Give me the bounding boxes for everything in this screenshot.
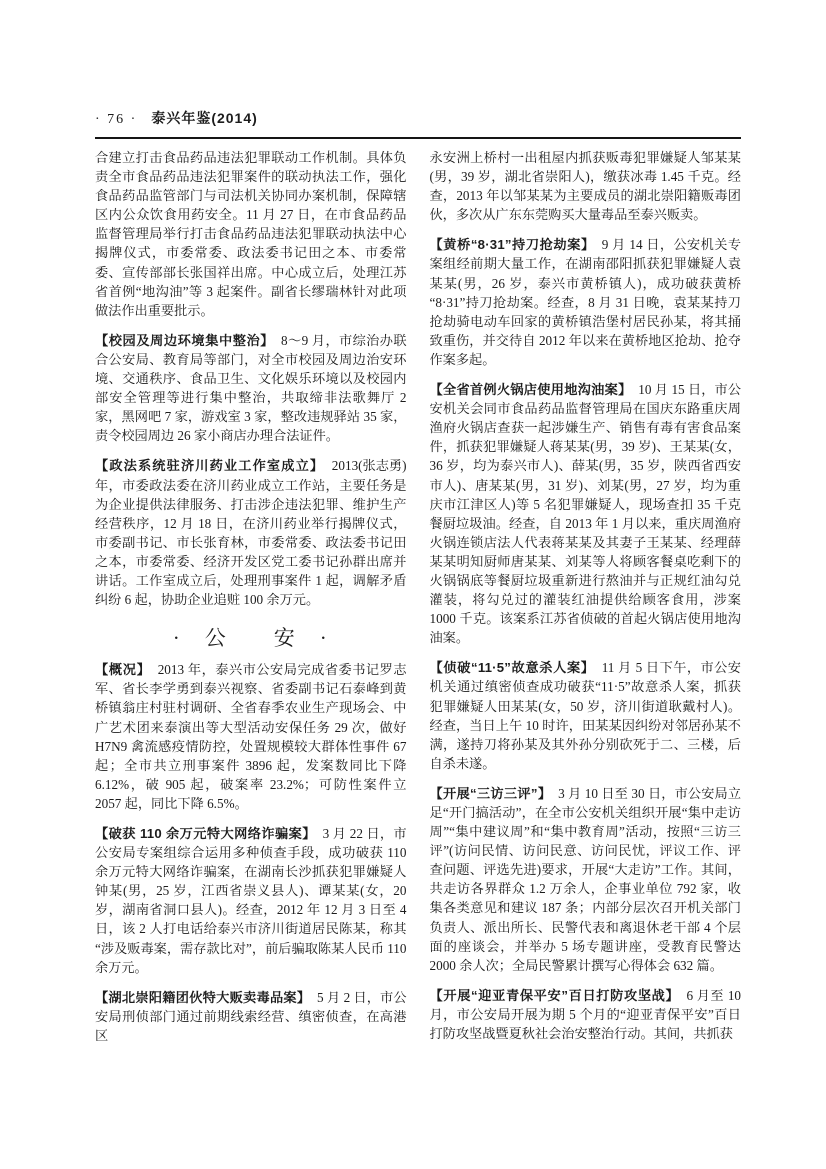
book-title: 泰兴年鉴(2014) [151,110,258,126]
running-head [95,108,741,139]
entry-paragraph [430,380,742,647]
entry-title: 【黄桥“8·31”持刀抢劫案】 [429,237,589,253]
left-column [95,148,407,1045]
entry-title: 【破获 110 余万元特大网络诈骗案】 [95,826,310,841]
entry-author: (张志勇) [358,458,407,474]
entry-title: 【湖北崇阳籍团伙特大贩卖毒品案】 [95,989,304,1005]
entry-text: 9 月 14 日，公安机关专案组经前期大量工作，在湖南邵阳抓获犯罪嫌疑人袁某某(男，26 岁，泰兴市黄桥镇人)，成功破获黄桥“8·31”持刀抢劫案。经查，8 月 31 日晚，袁某某持刀抢劫骑电动车回家的黄桥镇浩堡村居民孙某，将其捅致重伤，并交待自 2012 年以来在黄桥地区抢劫、抢夺作案多起。 [429,237,742,367]
entry-text: 10 月 15 日，市公安机关会同市食品药品监督管理局在国庆东路重庆周渔府火锅店查获一起涉嫌生产、销售有毒有害食品案件，抓获犯罪嫌疑人蒋某某(男，39 岁)、王某某(女，36 岁，均为泰兴市人)、薛某(男，35 岁，陕西省西安市人)、唐某某(男，31 岁)、刘某(男，27 岁，均为重庆市江津区人)等 5 名犯罪嫌疑人，现场查扣 35 千克餐厨垃圾油。经查，自 2013 年 1 月以来，重庆周渔府火锅连锁店法人代表蒋某某及其妻子王某某、经理薛某某明知厨师唐某某、刘某等人将顾客餐桌吃剩下的火锅锅底等餐厨垃圾重新进行熬油并与正规红油勾兑灌装，将勾兑过的灌装红油提供给顾客食用，涉案 1000 千克。该案系江苏省侦破的首起火锅店使用地沟油案。 [429,382,742,646]
entry-text: 2013 年，市委政法委在济川药业成立工作站，主要任务是为企业提供法律服务、打击涉企违法犯罪、维护生产经营秩序，12 月 18 日，在济川药业举行揭牌仪式，市委副书记、市长张育林，市委常委、政法委书记田之本，市委常委、经济开发区党工委书记孙群出席并讲话。工作室成立后，处理刑事案件 1 起，调解矛盾纠纷 6 起，协助企业追赃 100 余万元。 [95,458,407,608]
entry-title: 【校园及周边环境集中整治】 [95,332,268,348]
entry-text: 6 月至 10 月，市公安局开展为期 5 个月的“迎亚青保平安”百日打防攻坚战暨夏秋社会治安整治行动。其间，共抓获 [429,987,742,1042]
entry-paragraph [95,331,407,446]
text-columns [95,148,741,1045]
entry-title: 【政法系统驻济川药业工作室成立】 [95,458,318,474]
entry-text: 5 月 2 日，市公安局刑侦部门通过前期线索经营、缜密侦查，在高港区 [95,989,407,1043]
entry-title: 【开展“三访三评”】 [429,785,545,801]
entry-text: 永安洲上桥村一出租屋内抓获贩毒犯罪嫌疑人邹某某(男，39 岁，湖北省崇阳人)，缴获冰毒 1.45 千克。经查，2013 年以邹某某为主要成员的湖北崇阳籍贩毒团伙，多次从广东东莞购买大量毒品至泰兴贩卖。 [429,150,741,223]
page-number: · 76 · [95,112,138,127]
entry-paragraph [430,235,742,369]
continued-paragraph [430,148,742,224]
entry-text: 2013 年，泰兴市公安局完成省委书记罗志军、省长李学勇到泰兴视察、省委副书记石泰峰到黄桥镇翁庄村驻村调研、全省春季农业生产现场会、中广艺术团来泰演出等大型活动安保任务 29 次，做好 H7N9 禽流感疫情防控，处置规模较大群体性事件 67 起；全市共立刑事案件 3896 起，发案数同比下降 6.12%，破 905 起，破案率 23.2%；可防性案件立 2057 起，同比下降 6.5%。 [95,662,407,811]
entry-paragraph [95,660,407,813]
entry-title: 【全省首例火锅店使用地沟油案】 [429,382,625,398]
section-heading: · 公 安 · [172,626,329,651]
entry-text: 合建立打击食品药品违法犯罪联动工作机制。具体负责全市食品药品违法犯罪案件的联动执法工作，强化食品药品监管部门与司法机关协同办案机制，保障辖区内公众饮食用药安全。11 月 27 日，在市食品药品监督管理局举行打击食品药品违法犯罪联动执法中心揭牌仪式，市委常委、政法委书记田之本、市委常委、宣传部部长张国祥出席。中心成立后，处理江苏省首例“地沟油”等 3 起案件。副省长缪瑞林针对此项做法作出重要批示。 [95,150,407,318]
entry-title: 【概况】 [95,662,144,678]
entry-title: 【开展“迎亚青保平安”百日打防攻坚战】 [429,987,673,1003]
right-column [430,148,742,1045]
entry-text: 3 月 22 日，市公安局专案组综合运用多种侦查手段，成功破获 110 余万元特大网络诈骗案，在湖南长沙抓获犯罪嫌疑人钟某(男，25 岁，江西省崇义县人)、谭某某(女，20 岁，湖南省洞口县人)。经查，2012 年 12 月 3 日至 4 日，该 2 人打电话给泰兴市济川街道居民陈某，称其“涉及贩毒案，需存款比对”，前后骗取陈某人民币 110 余万元。 [95,826,407,975]
continued-paragraph [95,148,407,320]
entry-paragraph [95,988,407,1045]
entry-paragraph [95,824,407,977]
entry-paragraph [95,456,407,609]
entry-text: 11 月 5 日下午，市公安机关通过缜密侦查成功破获“11·5”故意杀人案，抓获犯罪嫌疑人田某某(女，50 岁，济川街道耿戴村人)。经查，当日上午 10 时许，田某某因纠纷对邻居孙某不满，遂持刀将孙某及其外孙分别砍死于二、三楼，后自杀未遂。 [429,660,741,771]
entry-title: 【侦破“11·5”故意杀人案】 [429,660,589,676]
entry-paragraph [430,658,742,773]
entry-paragraph [430,784,742,975]
entry-paragraph [430,986,742,1043]
entry-text: 8～9 月，市综治办联合公安局、教育局等部门，对全市校园及周边治安环境、交通秩序、食品卫生、文化娱乐环境以及校园内部安全管理等进行集中整治，共取缔非法歌舞厅 2 家，黑网吧 7 家，游戏室 3 家，整改违规驿站 35 家，责令校园周边 26 家小商店办理合法证件。 [95,332,407,444]
entry-text: 3 月 10 日至 30 日，市公安局立足“开门搞活动”，在全市公安机关组织开展“集中走访周”“集中建议周”和“集中教育周”活动，按照“三访三评”(访问民情、访问民意、访问民忧，评议工作、评查问题、评选先进)要求，开展“大走访”工作。其间，共走访各界群众 1.2 万余人，企事业单位 792 家，收集各类意见和建议 187 条；内部分层次召开机关部门负责人、派出所长、民警代表和离退休老干部 4 个层面的座谈会，并举办 5 场专题讲座，受教育民警达 2000 余人次；全局民警累计撰写心得体会 632 篇。 [429,785,742,973]
